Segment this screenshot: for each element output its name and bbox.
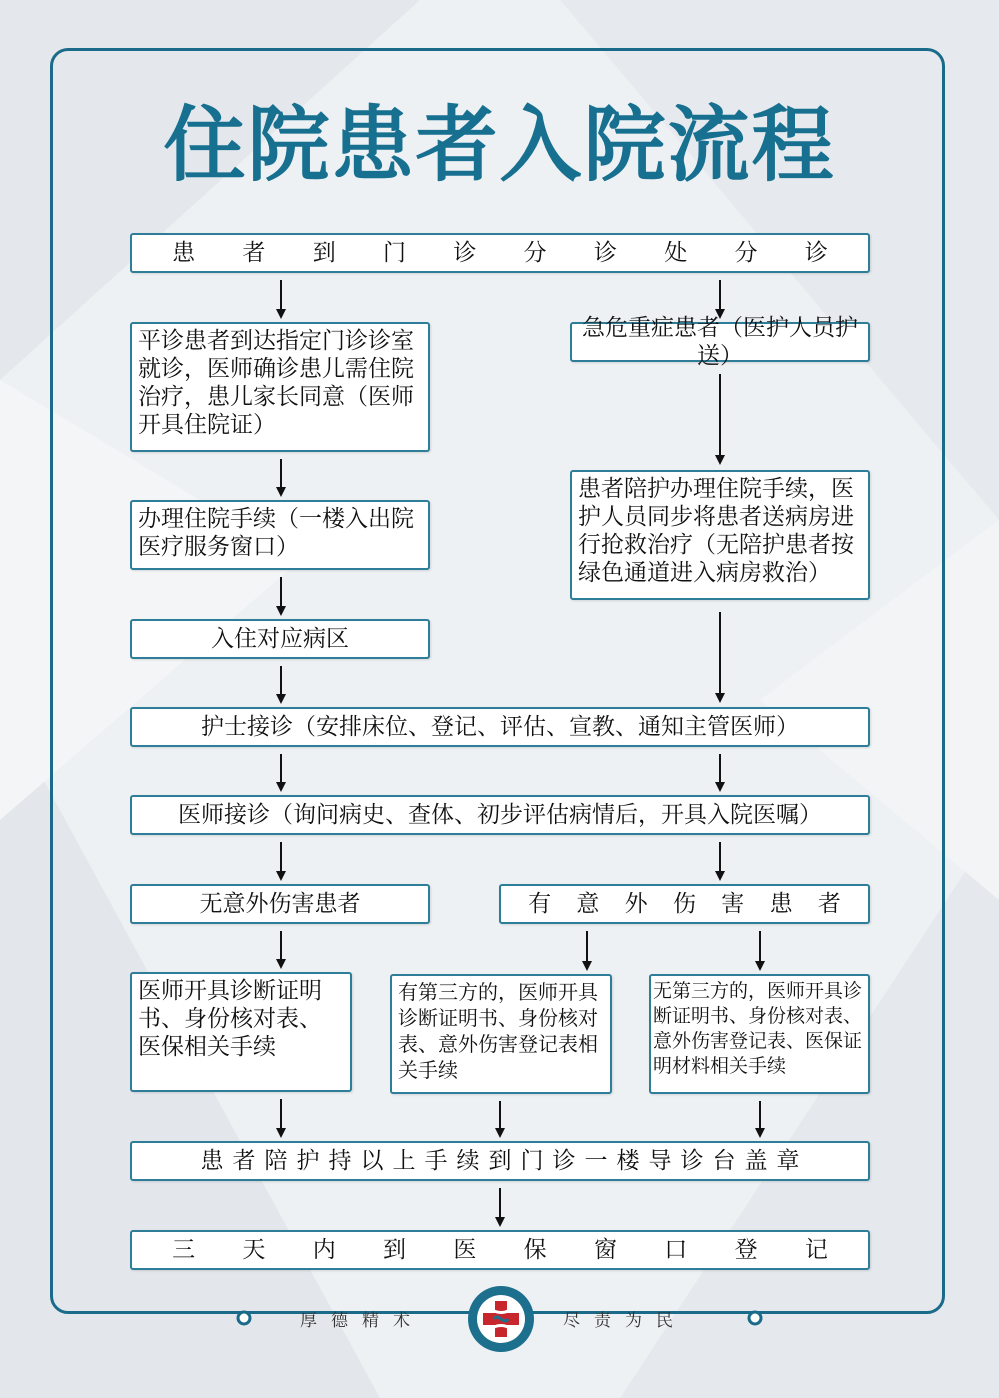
- step-no-third-party-docs: 无第三方的，医师开具诊断证明书、身份核对表、意外伤害登记表、医保证明材料相关手续: [649, 974, 870, 1094]
- step-no-injury: 无意外伤害患者: [130, 884, 430, 924]
- frame-dot-right: [749, 1312, 761, 1324]
- page-title: 住院患者入院流程: [163, 98, 836, 193]
- hospital-logo-icon: [466, 1284, 536, 1354]
- footer-left-motto: 厚德精术: [300, 1311, 424, 1331]
- step-admission-procedure: 办理住院手续（一楼入出院医疗服务窗口）: [130, 500, 430, 570]
- frame-dot-left: [238, 1312, 250, 1324]
- step-stamp: 患者陪护持以上手续到门诊一楼导诊台盖章: [130, 1141, 870, 1181]
- footer-right-motto: 尽责为民: [563, 1311, 687, 1331]
- step-normal-patient: 平诊患者到达指定门诊诊室就诊，医师确诊患儿需住院治疗，患儿家长同意（医师开具住院证）: [130, 322, 430, 452]
- step-triage: 患 者 到 门 诊 分 诊 处 分 诊: [130, 233, 870, 273]
- step-doctor-reception: 医师接诊（询问病史、查体、初步评估病情后，开具入院医嘱）: [130, 795, 870, 835]
- step-nurse-reception: 护士接诊（安排床位、登记、评估、宣教、通知主管医师）: [130, 707, 870, 747]
- step-injury: 有 意 外 伤 害 患 者: [499, 884, 870, 924]
- step-third-party-docs: 有第三方的，医师开具诊断证明书、身份核对表、意外伤害登记表相关手续: [390, 974, 612, 1094]
- step-emergency-procedure: 患者陪护办理住院手续，医护人员同步将患者送病房进行抢救治疗（无陪护患者按绿色通道进入病房救治）: [570, 470, 870, 600]
- step-emergency-patient: 急危重症患者（医护人员护送）: [570, 322, 870, 362]
- step-insurance-register: 三 天 内 到 医 保 窗 口 登 记: [130, 1230, 870, 1270]
- step-no-injury-docs: 医师开具诊断证明书、身份核对表、医保相关手续: [130, 972, 352, 1092]
- step-enter-ward: 入住对应病区: [130, 619, 430, 659]
